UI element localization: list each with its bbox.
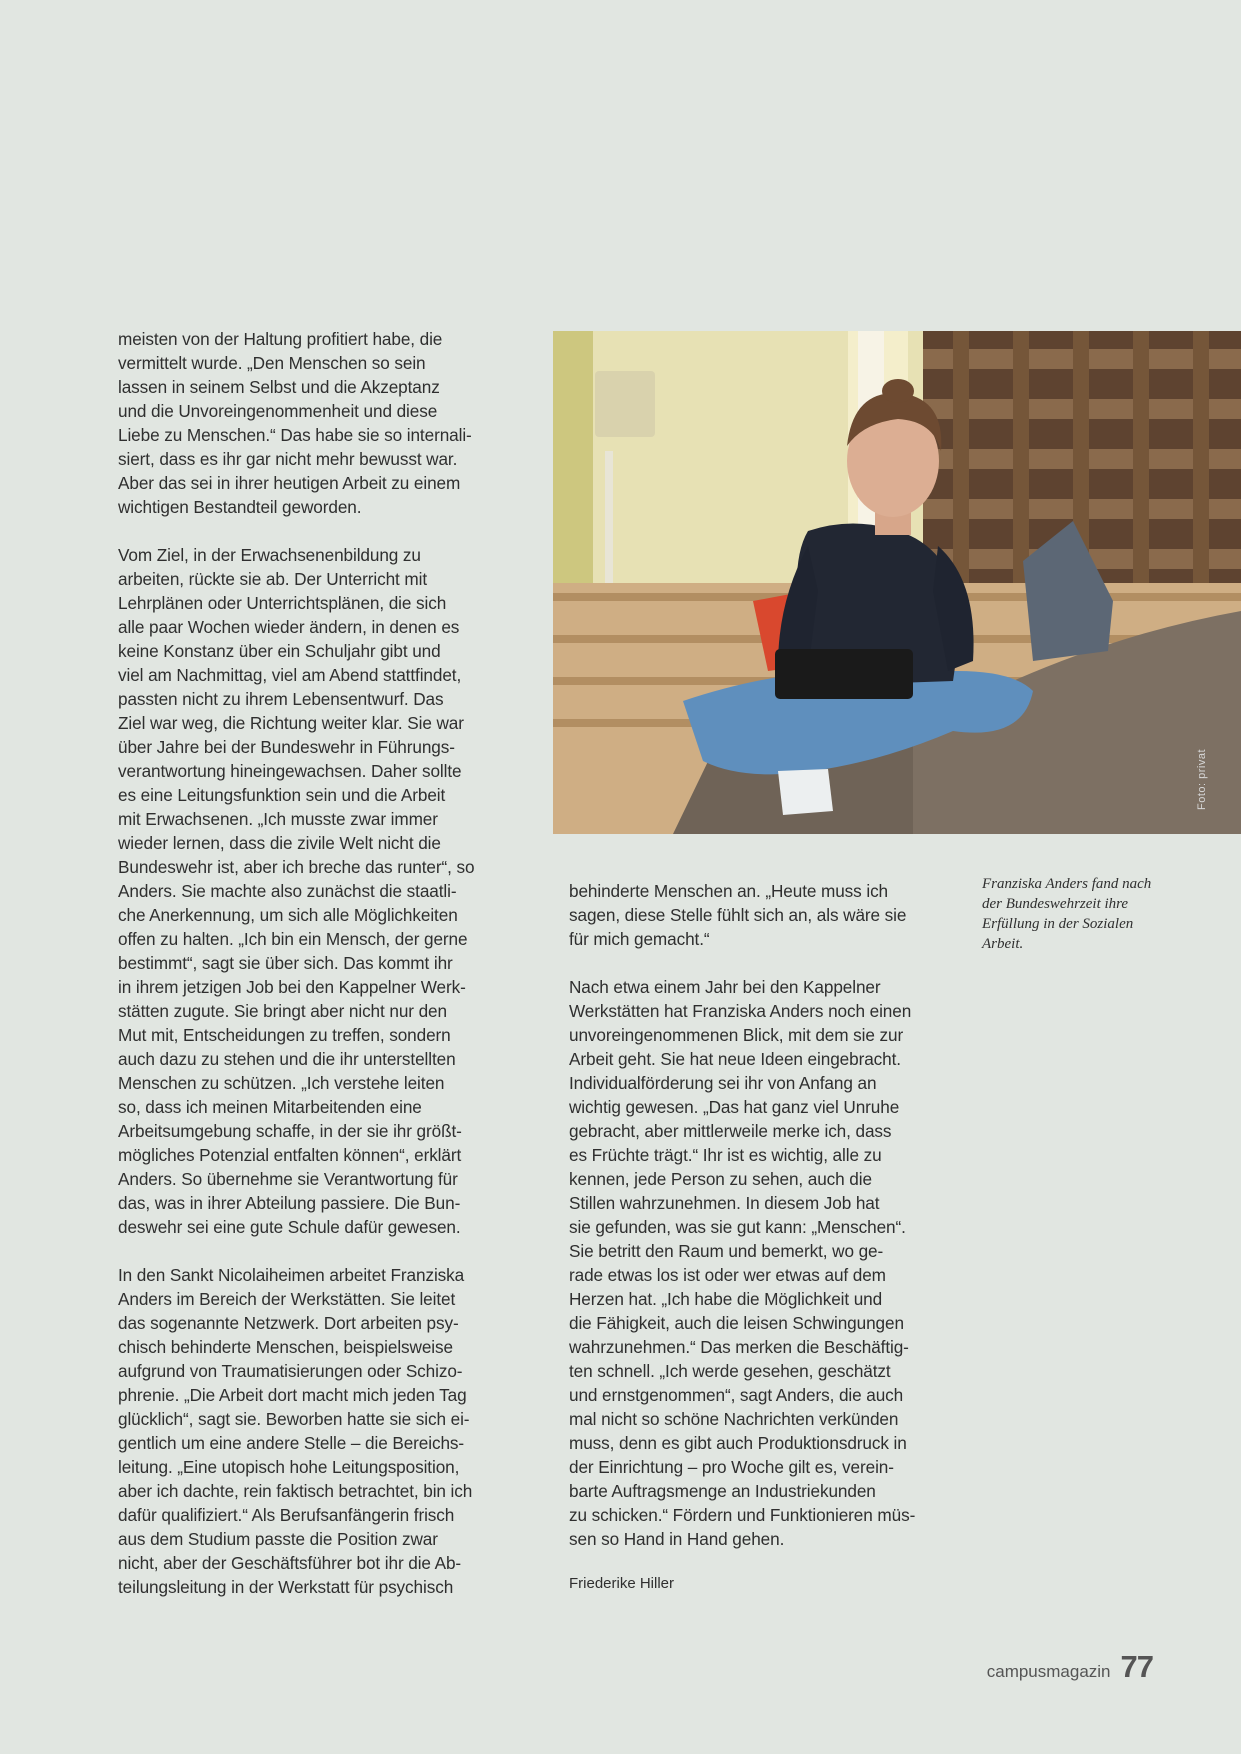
article-column-middle [569, 879, 964, 1551]
text-line: deswehr sei eine gute Schule dafür gewesen. [118, 1217, 461, 1237]
article-photo [553, 331, 1241, 834]
text-line: dafür qualifiziert.“ Als Berufsanfängerin frisch [118, 1505, 455, 1525]
text-line: Bundeswehr ist, aber ich breche das runter“, so [118, 857, 475, 877]
text-line: gentlich um eine andere Stelle – die Bereichs- [118, 1433, 465, 1453]
author-name: Friederike Hiller [569, 1575, 675, 1592]
text-line: keine Konstanz über ein Schuljahr gibt und [118, 641, 441, 661]
text-line: Menschen zu schützen. „Ich verstehe leiten [118, 1073, 445, 1093]
paragraph [118, 1263, 508, 1599]
text-line: und die Unvoreingenommenheit und diese [118, 401, 438, 421]
text-line: Mut mit, Entscheidungen zu treffen, sondern [118, 1025, 451, 1045]
text-line: Ziel war weg, die Richtung weiter klar. Sie war [118, 713, 464, 733]
article-column-left [118, 327, 508, 1599]
photo-caption [982, 874, 1182, 954]
text-line: phrenie. „Die Arbeit dort macht mich jeden Tag [118, 1385, 467, 1405]
text-line: und ernstgenommen“, sagt Anders, die auch [569, 1385, 904, 1405]
text-line: unvoreingenommenen Blick, mit dem sie zur [569, 1025, 904, 1045]
text-line: sagen, diese Stelle fühlt sich an, als wäre sie [569, 905, 907, 925]
paragraph [569, 879, 964, 951]
text-line: mögliches Potenzial entfalten können“, erklärt [118, 1145, 462, 1165]
text-line: wichtigen Bestandteil geworden. [118, 497, 362, 517]
text-line: so, dass ich meinen Mitarbeitenden eine [118, 1097, 422, 1117]
text-line: vermittelt wurde. „Den Menschen so sein [118, 353, 426, 373]
text-line: wieder lernen, dass die zivile Welt nicht die [118, 833, 441, 853]
text-line: Herzen hat. „Ich habe die Möglichkeit und [569, 1289, 883, 1309]
text-line: alle paar Wochen wieder ändern, in denen es [118, 617, 460, 637]
text-line: Werkstätten hat Franziska Anders noch einen [569, 1001, 912, 1021]
text-line: für mich gemacht.“ [569, 929, 710, 949]
text-line: über Jahre bei der Bundeswehr in Führungs- [118, 737, 455, 757]
text-line: sie gefunden, was sie gut kann: „Menschen“. [569, 1217, 906, 1237]
text-line: offen zu halten. „Ich bin ein Mensch, der gerne [118, 929, 468, 949]
text-line: glücklich“, sagt sie. Beworben hatte sie sich ei- [118, 1409, 470, 1429]
text-line: mit Erwachsenen. „Ich musste zwar immer [118, 809, 438, 829]
text-line: leitung. „Eine utopisch hohe Leitungsposition, [118, 1457, 460, 1477]
text-line: Individualförderung sei ihr von Anfang an [569, 1073, 877, 1093]
text-line: muss, denn es gibt auch Produktionsdruck in [569, 1433, 907, 1453]
text-line: arbeiten, rückte sie ab. Der Unterricht mit [118, 569, 428, 589]
text-line: wichtig gewesen. „Das hat ganz viel Unruhe [569, 1097, 900, 1117]
text-line: gebracht, aber mittlerweile merke ich, dass [569, 1121, 892, 1141]
text-line: passten nicht zu ihrem Lebensentwurf. Das [118, 689, 444, 709]
text-line: teilungsleitung in der Werkstatt für psychisch [118, 1577, 454, 1597]
text-line: Lehrplänen oder Unterrichtsplänen, die sich [118, 593, 447, 613]
paragraph [118, 327, 508, 519]
text-line: zu schicken.“ Fördern und Funktionieren müs- [569, 1505, 916, 1525]
text-line: mal nicht so schöne Nachrichten verkünden [569, 1409, 899, 1429]
photo-credit: Foto: privat [1196, 748, 1208, 810]
text-line: meisten von der Haltung profitiert habe, die [118, 329, 443, 349]
page-footer [987, 1649, 1153, 1685]
text-line: nicht, aber der Geschäftsführer bot ihr die Ab- [118, 1553, 462, 1573]
text-line: che Anerkennung, um sich alle Möglichkeiten [118, 905, 458, 925]
text-line: Arbeit geht. Sie hat neue Ideen eingebracht. [569, 1049, 901, 1069]
text-line: kennen, jede Person zu sehen, auch die [569, 1169, 872, 1189]
text-line: Stillen wahrzunehmen. In diesem Job hat [569, 1193, 880, 1213]
text-line: das sogenannte Netzwerk. Dort arbeiten psy- [118, 1313, 459, 1333]
text-line: barte Auftragsmenge an Industriekunden [569, 1481, 876, 1501]
magazine-name: campusmagazin [986, 1662, 1111, 1681]
page-number: 77 [1120, 1649, 1153, 1684]
text-line: lassen in seinem Selbst und die Akzeptanz [118, 377, 440, 397]
text-line: Franziska Anders fand nach [982, 876, 1152, 892]
text-line: chisch behinderte Menschen, beispielsweise [118, 1337, 453, 1357]
text-line: Liebe zu Menschen.“ Das habe sie so internali- [118, 425, 472, 445]
text-line: behinderte Menschen an. „Heute muss ich [569, 881, 889, 901]
text-line: Aber das sei in ihrer heutigen Arbeit zu einem [118, 473, 461, 493]
text-line: siert, dass es ihr gar nicht mehr bewusst war. [118, 449, 458, 469]
text-line: verantwortung hineingewachsen. Daher sollte [118, 761, 462, 781]
text-line: Arbeit. [982, 936, 1024, 952]
text-line: sen so Hand in Hand gehen. [569, 1529, 785, 1549]
text-line: aus dem Studium passte die Position zwar [118, 1529, 438, 1549]
text-line: In den Sankt Nicolaiheimen arbeitet Franziska [118, 1265, 465, 1285]
text-line: rade etwas los ist oder wer etwas auf dem [569, 1265, 886, 1285]
text-line: Vom Ziel, in der Erwachsenenbildung zu [118, 545, 421, 565]
text-line: auch dazu zu stehen und die ihr unterstellten [118, 1049, 456, 1069]
text-line: es eine Leitungsfunktion sein und die Arbeit [118, 785, 446, 805]
paragraph [118, 543, 508, 1239]
text-line: Anders. Sie machte also zunächst die staatli- [118, 881, 457, 901]
text-line: Sie betritt den Raum und bemerkt, wo ge- [569, 1241, 884, 1261]
text-line: stätten zugute. Sie bringt aber nicht nur den [118, 1001, 447, 1021]
text-line: Arbeitsumgebung schaffe, in der sie ihr größt- [118, 1121, 462, 1141]
text-line: viel am Nachmittag, viel am Abend stattfindet, [118, 665, 462, 685]
text-line: aber ich dachte, rein faktisch betrachtet, bin ich [118, 1481, 473, 1501]
text-line: ten schnell. „Ich werde gesehen, geschätzt [569, 1361, 891, 1381]
text-line: Anders im Bereich der Werkstätten. Sie leitet [118, 1289, 456, 1309]
text-line: aufgrund von Traumatisierungen oder Schizo- [118, 1361, 463, 1381]
text-line: der Einrichtung – pro Woche gilt es, verein- [569, 1457, 894, 1477]
text-line: der Bundeswehrzeit ihre [982, 896, 1129, 912]
text-line: bestimmt“, sagt sie über sich. Das kommt ihr [118, 953, 453, 973]
paragraph [569, 975, 964, 1551]
text-line: die Fähigkeit, auch die leisen Schwingungen [569, 1313, 904, 1333]
text-line: Erfüllung in der Sozialen [982, 916, 1134, 932]
text-line: Nach etwa einem Jahr bei den Kappelner [569, 977, 881, 997]
text-line: das, was in ihrer Abteilung passiere. Die Bun- [118, 1193, 461, 1213]
text-line: es Früchte trägt.“ Ihr ist es wichtig, alle zu [569, 1145, 882, 1165]
text-line: Anders. So übernehme sie Verantwortung für [118, 1169, 458, 1189]
text-line: in ihrem jetzigen Job bei den Kappelner Werk- [118, 977, 466, 997]
text-line: wahrzunehmen.“ Das merken die Beschäftig- [569, 1337, 909, 1357]
